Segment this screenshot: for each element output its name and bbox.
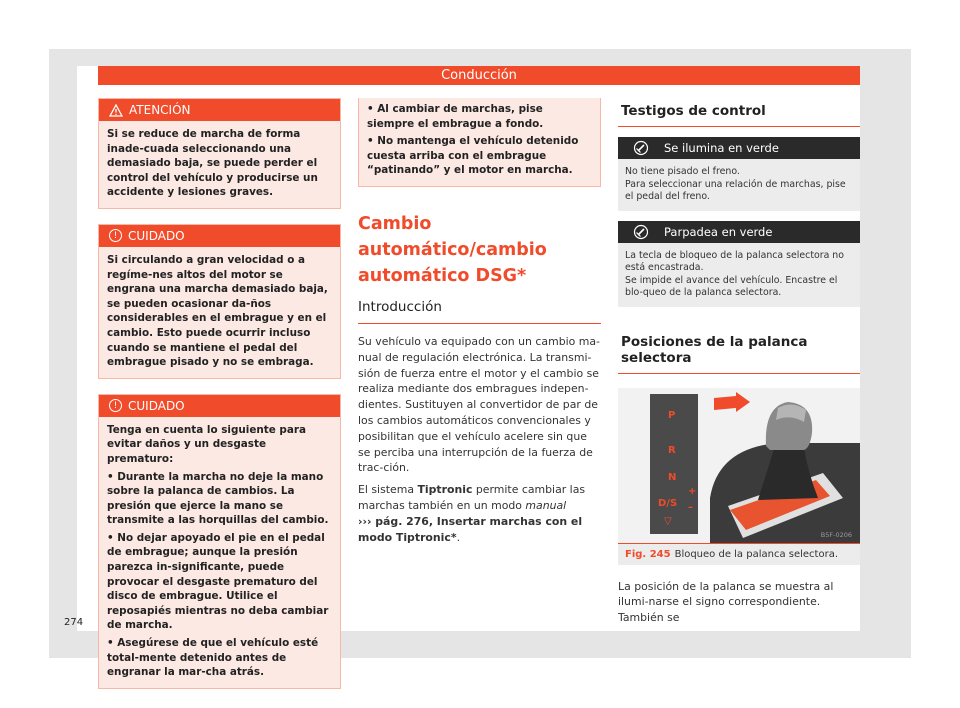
warning-title: ATENCIÓN [129,103,191,117]
figure-caption-text: Bloqueo de la palanca selectora. [674,548,839,560]
caution-continued-box [358,98,601,187]
figure-number: Fig. 245 [625,548,671,560]
caution-intro: Tenga en cuenta lo siguiente para evitar daños y un desgaste prematuro: [107,423,306,465]
selector-positions-title: Posiciones de la palanca selectora [618,329,860,374]
text-run: El sistema [358,483,418,497]
brake-pedal-lamp-icon [618,224,664,240]
page-reference-link[interactable]: ››› pág. 276, Insertar marchas con el modo Tiptronic* [358,514,583,544]
caution-title-bar-1 [99,225,340,247]
brake-pedal-lamp-icon [618,140,664,156]
selector-lever-figure [618,388,860,543]
lamp-text: La tecla de bloqueo de la palanca selectora no está encastrada. [625,249,844,273]
tiptronic-minus: – [688,501,693,513]
tiptronic-term: Tiptronic [417,483,473,497]
lamp-header-blink [618,221,860,243]
caution-text-block-2 [99,417,340,688]
section-title: Cambio automático/cambio automático DSG* [358,213,547,286]
caution-text-block-1 [99,247,340,378]
tiptronic-plus: + [688,485,697,497]
caution-info-icon: ! [109,399,122,412]
lamp-text: Se impide el avance del vehículo. Encastre el blo-queo de la palanca selectora. [625,274,838,298]
paragraph: Su vehículo va equipado con un cambio ma-nual de regulación electrónica. La transmi-sión de fuerza entre el motor y el cambio se realiza mediante dos embragues indepen-dientes. Sustituyen al convertidor de par de los cambios automáticos convencionales y posibilitan que el vehículo acelere sin que se perciba una interrupción de la fuerza de trac-ción. [358,334,600,475]
gear-label-tip: ▽ [664,515,672,527]
subsection-title: Introducción [358,299,601,324]
column-right [618,98,860,626]
lamp-description [618,159,860,211]
warning-triangle-icon [109,104,123,117]
page-number: 274 [64,617,84,628]
column-left [98,98,341,704]
column-middle [358,98,601,545]
figure-caption [618,543,860,565]
caution-bullet: • Durante la marcha no deje la mano sobre la palanca de cambios. La presión que ejerce la mano se transmite a las horquillas del cambio. [107,470,329,527]
lamp-label: Parpadea en verde [664,224,773,239]
caution-title-2: CUIDADO [128,398,185,413]
text-run: permite cambiar las marchas también en un modo [358,483,586,512]
gear-label-p: P [668,409,676,421]
lamp-description [618,243,860,307]
caution-bullet: • No dejar apoyado el pie en el pedal de embrague; aunque la presión parezca in-significante, puede provocar el desgaste prematuro del disco de embrague. Utilice el reposapiés mientras no deba cambiar de marcha. [107,531,329,632]
gear-label-ds: D/S [658,497,678,509]
caution-bullet: • No mantenga el vehículo detenido cuesta arriba con el embrague “patinando” y el motor en marcha. [367,135,579,177]
caution-box-1 [98,224,341,379]
caution-bullet: • Asegúrese de que el vehículo esté total-mente detenido antes de engranar la mar-cha atrás. [107,637,319,679]
caution-title-bar-2 [99,395,340,417]
gear-label-r: R [668,444,676,456]
paragraph: La posición de la palanca se muestra al ilumi-narse el signo correspondiente. También se [618,579,834,625]
warning-box [98,98,341,209]
positions-text [618,579,860,626]
lamp-text: Para seleccionar una relación de marchas, pise el pedal del freno. [625,178,846,202]
figure-code: B5F-0206 [820,530,852,539]
warning-text: Si se reduce de marcha de forma inade-cuada seleccionando una demasiado baja, se puede perder el control del vehículo y producirse un accidente y lesiones graves. [107,128,318,199]
caution-bullet: • Al cambiar de marchas, pise siempre el embrague a fondo. [367,103,544,130]
caution-box-2 [98,394,341,689]
chapter-header: Conducción [98,66,860,85]
caution-text-1: Si circulando a gran velocidad o a regíme-nes altos del motor se engrana una marcha demasiado baja, se pueden ocasionar da-ños considerables en el embrague y en el cambio. Esto puede ocurrir incluso cuando se mantiene el pedal del embrague pisado y no se embraga. [107,253,328,369]
control-lamps-title: Testigos de control [618,98,860,127]
text-run: . [456,530,461,544]
paragraph-tiptronic [358,482,601,545]
warning-text-block [99,121,340,208]
manual-term: manual [525,498,567,512]
warning-title-bar [99,99,340,121]
lamp-label: Se ilumina en verde [664,141,779,155]
intro-text [358,334,601,545]
lamp-header-lit [618,137,860,159]
selector-lever-illustration [618,388,860,543]
gear-label-n: N [668,471,677,483]
caution-title-1: CUIDADO [128,228,185,243]
lamp-text: No tiene pisado el freno. [625,166,740,177]
caution-info-icon: ! [109,229,122,242]
